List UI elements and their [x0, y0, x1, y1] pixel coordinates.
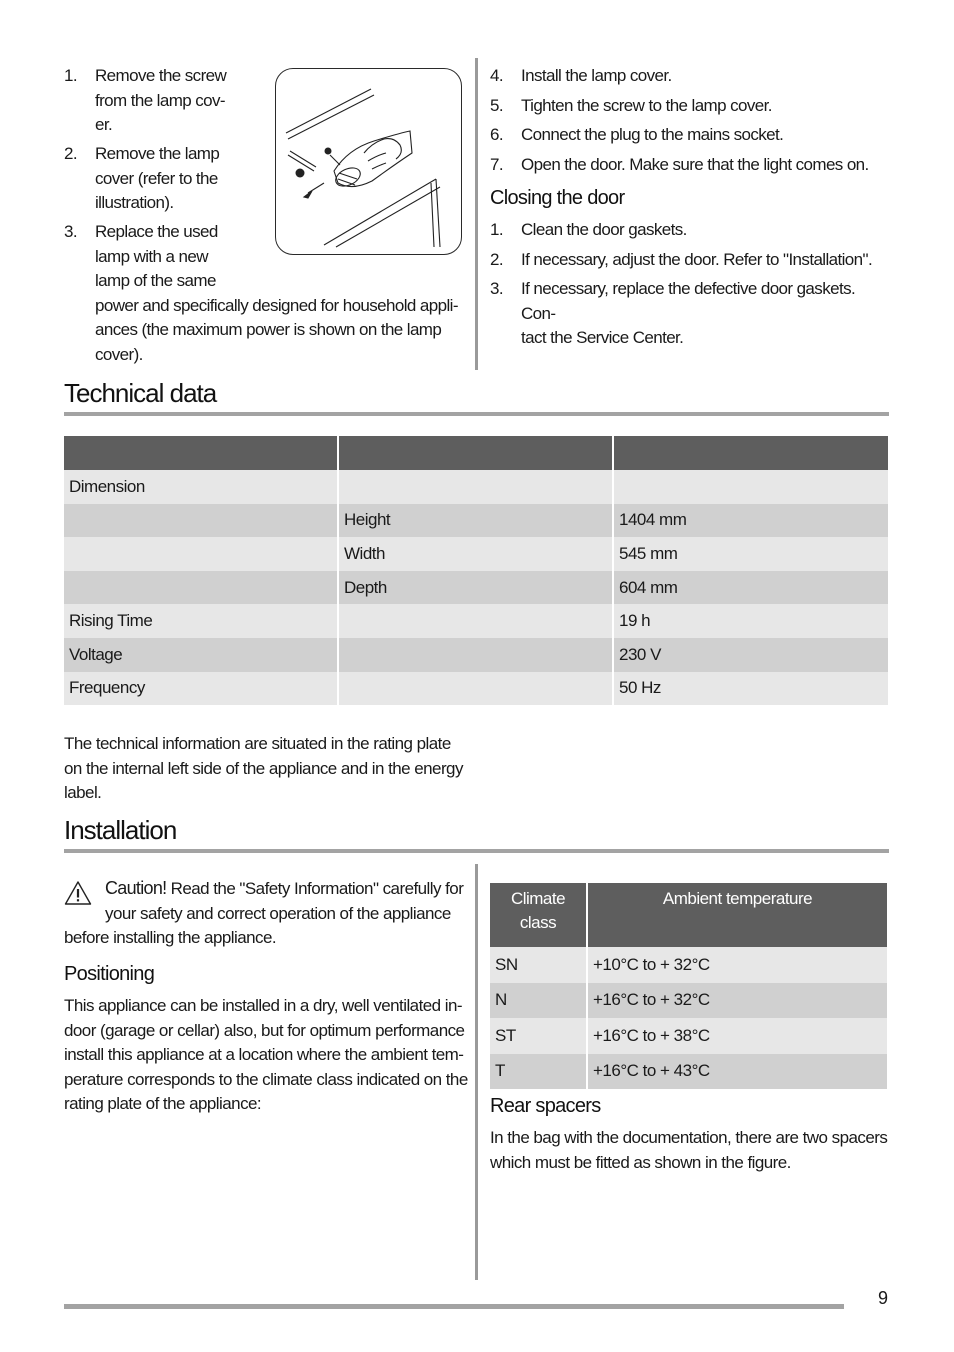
table-row: ST +16°C to + 38°C — [490, 1018, 887, 1054]
page-number: 9 — [878, 1288, 889, 1308]
table-row: N +16°C to + 32°C — [490, 983, 887, 1019]
lamp-step-7: 7. Open the door. Make sure that the light comes on. — [490, 154, 869, 174]
lamp-step-2: 2. Remove the lamp cover (refer to the illustration). — [64, 144, 220, 212]
column-divider-top — [475, 58, 478, 370]
lamp-step-5: 5. Tighten the screw to the lamp cover. — [490, 95, 772, 115]
lamp-step-6: 6. Connect the plug to the mains socket. — [490, 125, 784, 144]
climate-class-header: Climate class — [490, 883, 588, 947]
closing-door-steps — [490, 218, 890, 351]
technical-note: The technical information are situated in the rating plate on the internal left side of the appliance and in the energy label. — [64, 734, 463, 802]
lamp-step-3: 3. Replace the used lamp with a new lamp of the same power and specifically designed for household appli- ances (the maximum power is shown on the lamp cover). — [64, 222, 458, 364]
closing-step-3: 3. If necessary, replace the defective door gaskets. Con- tact the Service Center. — [490, 279, 856, 347]
table-row: Voltage 230 V — [64, 638, 888, 672]
lamp-step-4: 4. Install the lamp cover. — [490, 66, 672, 85]
table-row: Frequency 50 Hz — [64, 672, 888, 706]
positioning-heading: Positioning — [64, 963, 155, 985]
rear-spacers-heading: Rear spacers — [490, 1095, 601, 1117]
lamp-step-1: 1. Remove the screw from the lamp cov- er. — [64, 66, 227, 134]
table-header-cell — [64, 436, 339, 470]
installation-rule — [64, 849, 889, 853]
footer-rule — [64, 1304, 844, 1309]
closing-step-2: 2. If necessary, adjust the door. Refer to "Installation". — [490, 249, 873, 269]
caution-note: Caution! Read the "Safety Information" carefully for your safety and correct operation of the appliance before installing the appliance. — [64, 878, 464, 947]
technical-data-table — [64, 436, 888, 705]
table-row: Height 1404 mm — [64, 504, 888, 538]
lamp-illustration-drawing — [276, 69, 460, 253]
lamp-steps-continued — [490, 64, 890, 177]
ambient-temperature-header: Ambient temperature — [588, 883, 887, 947]
lamp-illustration — [275, 68, 462, 255]
rear-spacers-text: In the bag with the documentation, there are two spacers which must be fitted as shown in the figure. — [490, 1128, 888, 1172]
table-row: SN +10°C to + 32°C — [490, 947, 887, 983]
closing-door-heading: Closing the door — [490, 187, 625, 209]
climate-class-table — [490, 883, 887, 1089]
technical-data-heading: Technical data — [64, 378, 217, 408]
table-row: Depth 604 mm — [64, 571, 888, 605]
table-row: Rising Time 19 h — [64, 604, 888, 638]
table-row: T +16°C to + 43°C — [490, 1054, 887, 1090]
technical-data-rule — [64, 412, 889, 416]
positioning-text: This appliance can be installed in a dry, well ventilated in- door (garage or cellar) also, but for optimum performance install this appliance at a location where the ambient tem- perature corresponds to the climate class indicated on the rating plate of the appliance: — [64, 996, 468, 1113]
installation-heading: Installation — [64, 815, 177, 845]
table-header-cell — [339, 436, 614, 470]
table-row: Width 545 mm — [64, 537, 888, 571]
table-header-row — [64, 436, 888, 470]
table-header-row — [490, 883, 887, 947]
table-header-cell — [614, 436, 888, 470]
table-row: Dimension — [64, 470, 888, 504]
closing-step-1: 1. Clean the door gaskets. — [490, 220, 687, 239]
caution-label: Caution! — [105, 878, 167, 898]
